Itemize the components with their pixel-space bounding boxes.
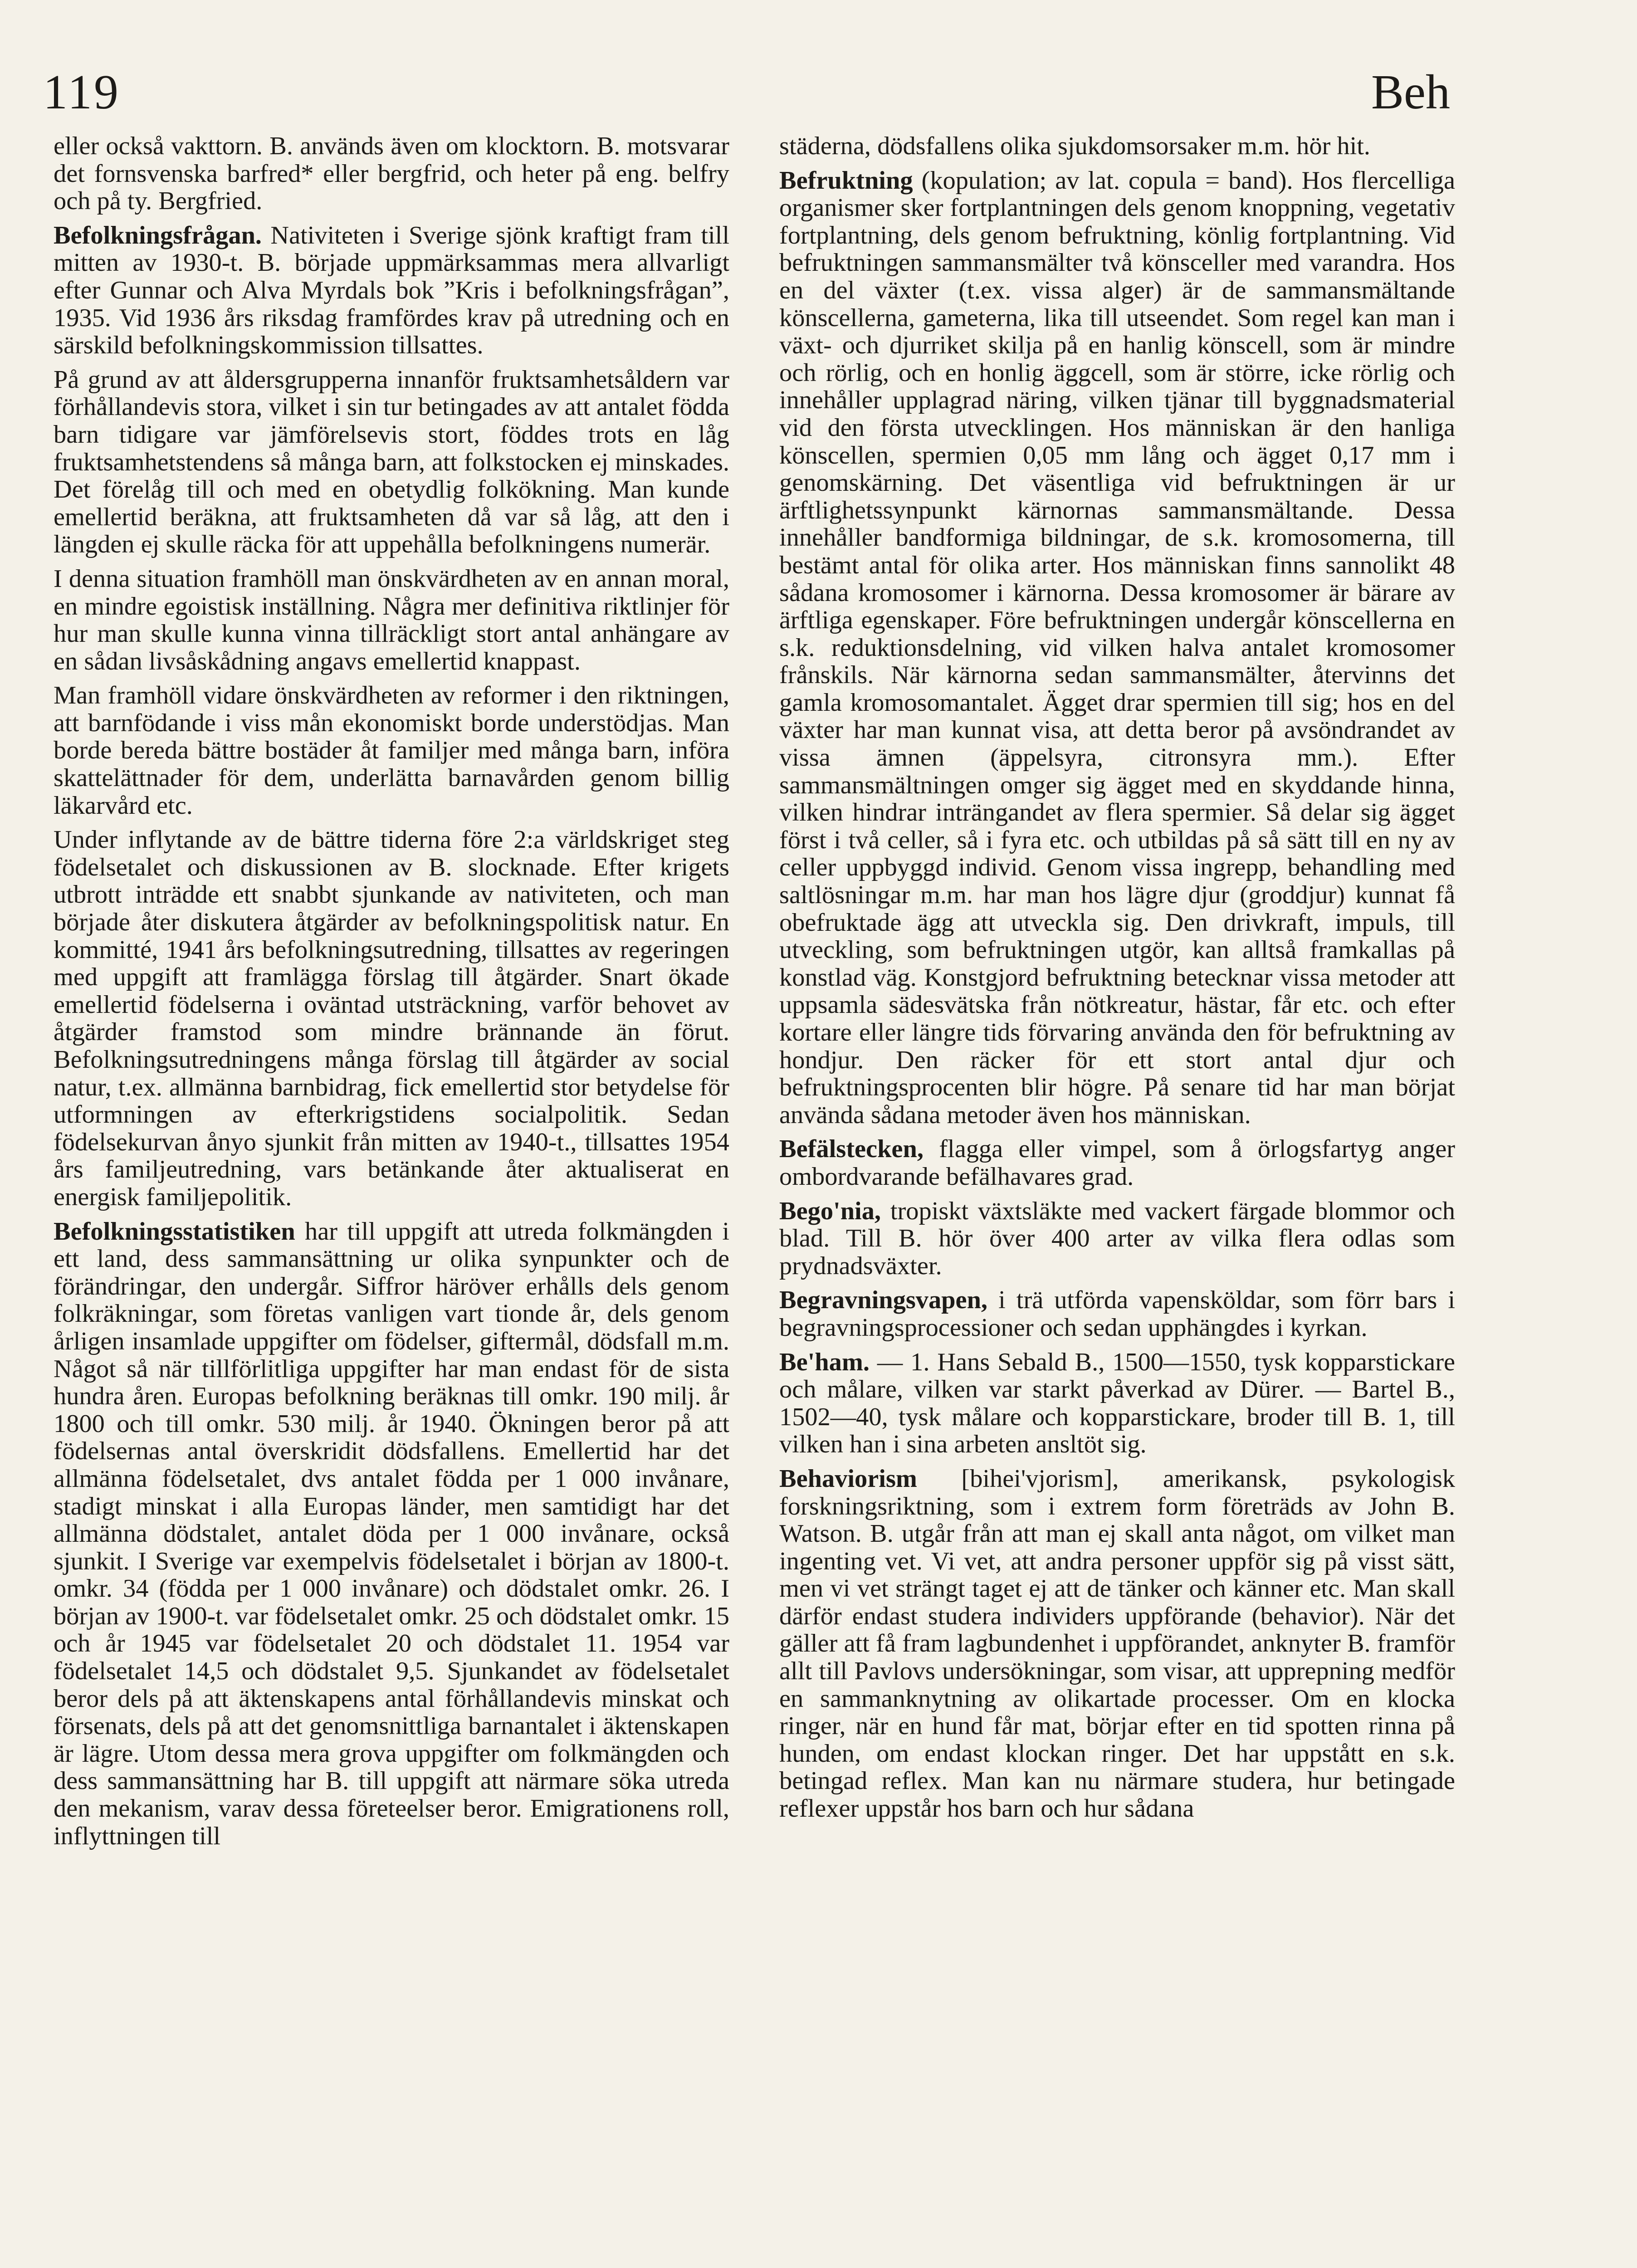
entry-text: [bihei'vjorism], amerikansk, psykologisk forskningsriktning, som i extrem form företräds av John B. Watson. B. utgår från att man ej skall anta något, om vilket man ingenting vet. Vi vet, att andra personer uppför sig på visst sätt, men vi vet strängt taget ej att de tänker och känner etc. Man skall därför endast studera individers uppförande (behavior). När det gäller att få fram lagbundenhet i uppförandet, anknyter B. framför allt till Pavlovs undersökningar, som visar, att upprepning medför en sammanknytning av olikartade processer. Om en klocka ringer, när en hund får mat, börjar efter en tid spotten rinna på hunden, om endast klockan ringer. Det har uppstått en s.k. betingad reflex. Man kan nu närmare studera, hur betingade reflexer uppstår hos barn och hur sådana [779, 1464, 1455, 1823]
entry-paragraph [779, 1286, 1455, 1341]
paragraph-text: I denna situation framhöll man önskvärdheten av en annan moral, en mindre egoistisk inställning. Några mer definitiva riktlinjer för hur man skulle kunna vinna tillräckligt stort antal anhängare av en sådan livsåskådning angavs emellertid knappast. [54, 564, 729, 675]
paragraph [54, 565, 729, 675]
entry-text: — 1. Hans Sebald B., 1500—1550, tysk kopparstickare och målare, vilken var starkt påverkad av Dürer. — Bartel B., 1502—40, tysk målare och kopparstickare, broder till B. 1, till vilken han i sina arbeten ansltöt sig. [779, 1348, 1455, 1459]
entry-headword: Bego'nia, [779, 1197, 881, 1225]
paragraph [54, 132, 729, 215]
entry-paragraph [54, 222, 729, 359]
entry-paragraph [779, 1198, 1455, 1280]
paragraph [779, 132, 1455, 160]
paragraph [54, 366, 729, 558]
paragraph-text: städerna, dödsfallens olika sjukdomsorsaker m.m. hör hit. [779, 132, 1371, 160]
entry-text: i trä utförda vapensköldar, som förr bars i begravningsprocessioner och sedan upphängdes i kyrkan. [779, 1286, 1455, 1342]
entry-text: Nativiteten i Sverige sjönk kraftigt fram till mitten av 1930-t. B. började uppmärksammas mera allvarligt efter Gunnar och Alva Myrdals bok ”Kris i befolkningsfrågan”, 1935. Vid 1936 års riksdag framfördes krav på utredning och en särskild befolkningskommission tillsattes. [54, 221, 729, 360]
entry-paragraph [779, 1465, 1455, 1823]
entry-headword: Befolkningsstatistiken [54, 1217, 295, 1246]
entry-headword: Befälstecken, [779, 1135, 924, 1163]
paragraph [54, 682, 729, 819]
entry-paragraph [54, 1218, 729, 1850]
paragraph-text: eller också vakttorn. B. används även om klocktorn. B. motsvarar det fornsvenska barfred* eller bergfrid, och heter på eng. belfry och på ty. Bergfried. [54, 132, 729, 215]
entry-text: har till uppgift att utreda folkmängden i ett land, dess sammansättning ur olika synpunkter och de förändringar, den undergår. Siffror häröver erhålls dels genom folkräkningar, som företas vanligen vart tionde år, dels genom årligen insamlade uppgifter om födelser, giftermål, dödsfall m.m. Något så när tillförlitliga uppgifter har man endast för de sista hundra åren. Europas befolkning beräknas till omkr. 190 milj. år 1800 och till omkr. 530 milj. år 1940. Ökningen beror på att födelsernas antal överskridit dödsfallens. Emellertid har det allmänna födelsetalet, dvs antalet födda per 1 000 invånare, stadigt minskat i alla Europas länder, men samtidigt har det allmänna dödstalet, antalet döda per 1 000 invånare, också sjunkit. I Sverige var exempelvis födelsetalet i början av 1800-t. omkr. 34 (födda per 1 000 invånare) och dödstalet omkr. 26. I början av 1900-t. var födelsetalet omkr. 25 och dödstalet omkr. 15 och år 1945 var födelsetalet 20 och dödstalet 11. 1954 var födelsetalet 14,5 och dödstalet 9,5. Sjunkandet av födelsetalet beror dels på att äktenskapens antal förhållandevis minskat och försenats, dels på att det genomsnittliga barnantalet i äktenskapen är lägre. Utom dessa mera grova uppgifter om folkmängden och dess sammansättning har B. till uppgift att närmare söka utreda den mekanism, varav dessa företeelser beror. Emigrationens roll, inflyttningen till [54, 1217, 729, 1850]
entry-text: (kopulation; av lat. copula = band). Hos flercelliga organismer sker fortplantningen dels genom knoppning, vegetativ fortplantning, dels genom befruktning, könlig fortplantning. Vid befruktningen sammansmälter två könsceller med varandra. Hos en del växter (t.ex. vissa alger) är de sammansmältande könscellerna, gameterna, lika till utseendet. Som regel kan man i växt- och djurriket skilja på en hanlig könscell, som är mindre och rörlig, och en honlig äggcell, som är större, icke rörlig och innehåller upplagrad näring, vilken tjänar till byggnadsmaterial vid den första utvecklingen. Hos människan är den hanliga könscellen, spermien 0,05 mm lång och ägget 0,17 mm i genomskärning. Det väsentliga vid befruktningen är ur ärftlighetssynpunkt kärnornas sammansmältande. Dessa innehåller bandformiga bildningar, de s.k. kromosomerna, till bestämt antal för olika arter. Hos människan finns sannolikt 48 sådana kromosomer i kärnorna. Dessa kromosomer är bärare av ärftliga egenskaper. Före befruktningen undergår könscellerna en s.k. reduktionsdelning, vid vilken halva antalet kromosomer frånskils. När kärnorna sedan sammansmälter, återvinns det gamla kromosomantalet. Ägget drar spermien till sig; hos en del växter har man kunnat visa, att detta beror på avsöndrandet av vissa ämnen (äppelsyra, citronsyra mm.). Efter sammansmältningen omger sig ägget med en skyddande hinna, vilken hindrar inträngandet av flera spermier. Så delar sig ägget först i två celler, så i fyra etc. och utbildas på så sätt till en ny av celler uppbyggd individ. Genom vissa ingrepp, behandling med saltlösningar m.m. har man hos lägre djur (groddjur) kunnat få obefruktade ägg att utveckla sig. Den drivkraft, impuls, till utveckling, som befruktningen utgör, kan alltså framkallas på konstlad väg. Konstgjord befruktning betecknar vissa metoder att uppsamla sädesvätska från nötkreatur, hästar, får etc. och efter kortare eller längre tids förvaring använda den för befruktning av hondjur. Den räcker för ett stort antal djur och befruktningsprocenten blir högre. På senare tid har man börjat använda sådana metoder även hos människan. [779, 166, 1455, 1129]
entry-text: tropiskt växtsläkte med vackert färgade blommor och blad. Till B. hör över 400 arter av vilka flera odlas som prydnadsväxter. [779, 1197, 1455, 1280]
running-head: Beh [1371, 65, 1450, 119]
entry-paragraph [779, 167, 1455, 1129]
entry-text: flagga eller vimpel, som å örlogsfartyg anger ombordvarande befälhavares grad. [779, 1135, 1455, 1191]
left-column [54, 132, 729, 1857]
paragraph-text: Under inflytande av de bättre tiderna före 2:a världskriget steg födelsetalet och diskussionen av B. slocknade. Efter krigets utbrott inträdde ett snabbt sjunkande av nativiteten, och man började åter diskutera åtgärder av befolkningspolitisk natur. En kommitté, 1941 års befolkningsutredning, tillsattes av regeringen med uppgift att framlägga förslag till åtgärder. Snart ökade emellertid födelserna i oväntad utsträckning, varför behovet av åtgärder framstod som mindre brännande än förut. Befolkningsutredningens många förslag till åtgärder av social natur, t.ex. allmänna barnbidrag, fick emellertid stor betydelse för utformningen av efterkrigstidens socialpolitik. Sedan födelsekurvan ånyo sjunkit från mitten av 1940-t., tillsattes 1954 års familjeutredning, vars betänkande åter aktualiserat en energisk familjepolitik. [54, 826, 729, 1211]
paragraph-text: På grund av att åldersgrupperna innanför fruktsamhetsåldern var förhållandevis stora, vilket i sin tur betingades av att antalet födda barn tidigare var jämförelsevis stort, föddes trots en låg fruktsamhetstendens så många barn, att folkstocken ej minskades. Det förelåg till och med en obetydlig folkökning. Man kunde emellertid beräkna, att fruktsamheten då var så låg, att den i längden ej skulle räcka för att uppehålla befolkningens numerär. [54, 365, 729, 559]
right-column [779, 132, 1455, 1829]
entry-headword: Begravningsvapen, [779, 1286, 988, 1315]
entry-headword: Befruktning [779, 166, 913, 195]
entry-paragraph [779, 1135, 1455, 1190]
entry-headword: Be'ham. [779, 1348, 870, 1376]
entry-headword: Behaviorism [779, 1464, 917, 1493]
paragraph-text: Man framhöll vidare önskvärdheten av reformer i den riktningen, att barnfödande i viss mån ekonomiskt borde understödjas. Man borde bereda bättre bostäder åt familjer med många barn, införa skattelättnader för dem, underlätta barnavården genom billig läkarvård etc. [54, 681, 729, 820]
paragraph [54, 826, 729, 1211]
entry-headword: Befolkningsfrågan. [54, 221, 262, 249]
entry-paragraph [779, 1349, 1455, 1458]
page-number: 119 [43, 65, 120, 119]
